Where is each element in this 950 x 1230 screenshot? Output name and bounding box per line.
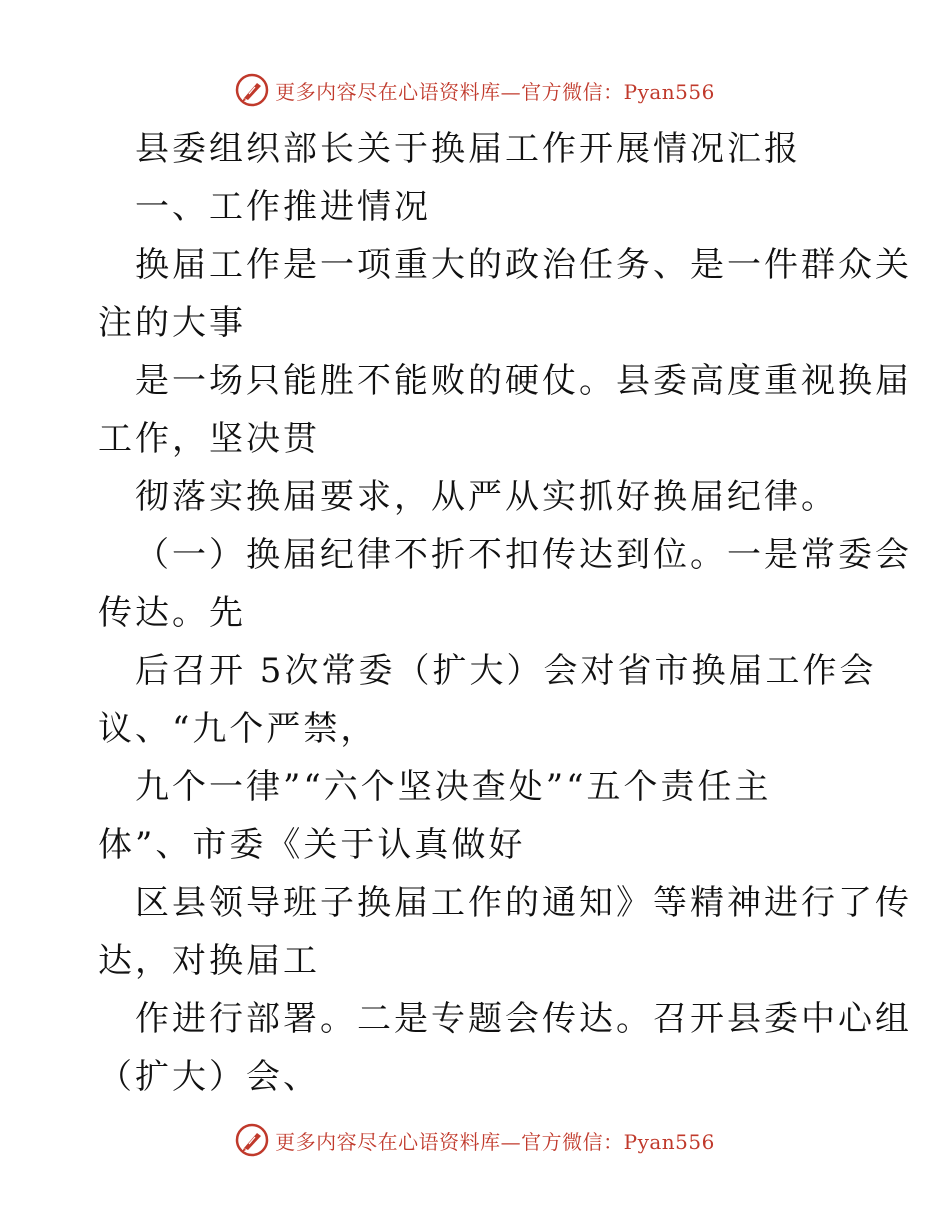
paragraph-line: 九个一律”“六个坚决查处”“五个责任主 — [135, 767, 772, 807]
footer-banner — [0, 1120, 950, 1160]
paragraph-line: 彻落实换届要求，从严从实抓好换届纪律。 — [135, 477, 838, 517]
header-banner — [0, 70, 950, 110]
header-banner-text: 更多内容尽在心语资料库—官方微信：Pyan556 — [275, 79, 715, 104]
document-body — [98, 120, 912, 1106]
paragraph-line: 达，对换届工 — [98, 941, 320, 981]
footer-banner-text: 更多内容尽在心语资料库—官方微信：Pyan556 — [275, 1129, 715, 1154]
quill-pen-logo-icon — [235, 1123, 269, 1157]
document-title: 县委组织部长关于换届工作开展情况汇报 — [135, 129, 801, 169]
footer-banner-content — [235, 1123, 715, 1157]
paragraph-line: 体”、市委《关于认真做好 — [98, 825, 526, 865]
paragraph-line: （一）换届纪律不折不扣传达到位。一是常委会 — [135, 535, 912, 575]
paragraph-line: 传达。先 — [98, 593, 246, 633]
paragraph-line: 工作，坚决贯 — [98, 419, 320, 459]
paragraph-line: 区县领导班子换届工作的通知》等精神进行了传 — [135, 883, 912, 923]
section-heading: 一、工作推进情况 — [135, 187, 431, 227]
paragraph-line: 是一场只能胜不能败的硬仗。县委高度重视换届 — [135, 361, 912, 401]
quill-pen-logo-icon — [235, 73, 269, 107]
paragraph-line: 后召开 5次常委（扩大）会对省市换届工作会 — [135, 651, 877, 691]
paragraph-line: 注的大事 — [98, 303, 246, 343]
paragraph-line: 议、“九个严禁， — [98, 709, 378, 749]
header-banner-content — [235, 73, 715, 107]
paragraph-line: 换届工作是一项重大的政治任务、是一件群众关 — [135, 245, 912, 285]
paragraph-line: 作进行部署。二是专题会传达。召开县委中心组 — [135, 999, 912, 1039]
paragraph-line: （扩大）会、 — [98, 1057, 320, 1097]
